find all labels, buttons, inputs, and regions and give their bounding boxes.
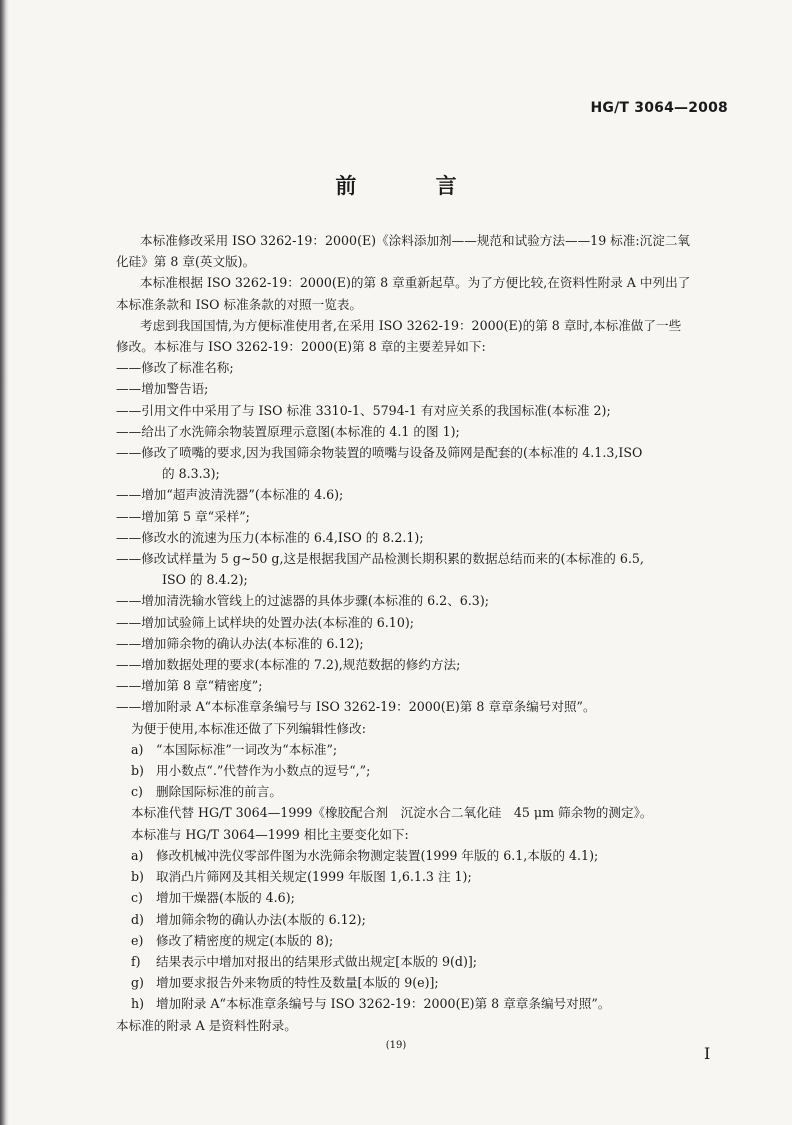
item-text: “本国际标准”一词改为“本标准”; <box>156 741 338 757</box>
list-item: ——增加附录 A“本标准章条编号与 ISO 3262-19：2000(E)第 8 章章条编号对照”。 <box>116 699 596 715</box>
intro-line: 本标准修改采用 ISO 3262-19：2000(E)《涂料添加剂——规范和试验方法——19 标准:沉淀二氧 <box>140 233 691 248</box>
foreword-body <box>116 230 728 1036</box>
item-label: f) <box>131 953 141 969</box>
changes-intro: 本标准与 HG/T 3064—1999 相比主要变化如下: <box>131 826 409 842</box>
list-item-continuation: 的 8.3.3); <box>162 466 220 482</box>
intro-line: 修改。本标准与 ISO 3262-19：2000(E)第 8 章的主要差异如下: <box>116 339 486 355</box>
item-label: a) <box>131 741 144 757</box>
item-text: 结果表示中增加对报出的结果形式做出规定[本版的 9(d)]; <box>156 953 478 969</box>
list-item: ——修改试样量为 5 g~50 g,这是根据我国产品检测长期积累的数据总结而来的(本标准的 6.5, <box>116 551 644 567</box>
annex-note: 本标准的附录 A 是资料性附录。 <box>116 1017 297 1033</box>
list-item: ——增加试验筛上试样块的处置办法(本标准的 6.10); <box>116 614 414 630</box>
item-label: c) <box>131 890 143 906</box>
intro-line: 考虑到我国国情,为方便标准使用者,在采用 ISO 3262-19：2000(E)的第 8 章时,本标准做了一些 <box>140 317 682 333</box>
item-text: 增加要求报告外来物质的特性及数量[本版的 9(e)]; <box>156 975 439 991</box>
item-text: 删除国际标准的前言。 <box>156 784 282 800</box>
differences-list <box>116 357 728 717</box>
list-item <box>116 972 728 993</box>
list-item <box>116 781 728 802</box>
list-item <box>116 909 728 930</box>
list-item <box>116 845 728 866</box>
list-item: ——增加数据处理的要求(本标准的 7.2),规范数据的修约方法; <box>116 657 461 673</box>
item-text: 取消凸片筛网及其相关规定(1999 年版图 1,6.1.3 注 1); <box>156 869 472 885</box>
roman-page-number: I <box>704 1044 711 1063</box>
item-text: 修改了精密度的规定(本版的 8); <box>156 932 334 948</box>
standard-number: HG/T 3064—2008 <box>590 100 728 116</box>
item-label: b) <box>131 869 144 885</box>
list-item: ——增加第 5 章“采样”; <box>116 508 250 524</box>
item-label: b) <box>131 763 144 779</box>
item-label: g) <box>131 975 144 991</box>
item-label: e) <box>131 932 144 948</box>
list-item: ——修改了标准名称; <box>116 360 234 376</box>
replaces-statement: 本标准代替 HG/T 3064—1999《橡胶配合剂 沉淀水合二氧化硅 45 μm 筛余物的测定》。 <box>131 805 653 821</box>
page-title: 前 言 <box>335 174 493 198</box>
list-item: ——增加筛余物的确认办法(本标准的 6.12); <box>116 635 364 651</box>
list-item <box>116 930 728 951</box>
editorial-intro: 为便于使用,本标准还做了下列编辑性修改: <box>131 720 366 736</box>
list-item-continuation: ISO 的 8.4.2); <box>162 572 248 588</box>
list-item <box>116 739 728 760</box>
item-text: 修改机械冲洗仪零部件图为水洗筛余物测定装置(1999 年版的 6.1,本版的 4.1); <box>156 847 599 863</box>
list-item <box>116 993 728 1014</box>
list-item <box>116 951 728 972</box>
list-item: ——增加清洗输水管线上的过滤器的具体步骤(本标准的 6.2、6.3); <box>116 593 489 609</box>
item-label: a) <box>131 847 144 863</box>
list-item: ——增加第 8 章“精密度”; <box>116 678 263 694</box>
item-label: c) <box>131 784 143 800</box>
list-item <box>116 866 728 887</box>
list-item: ——修改了喷嘴的要求,因为我国筛余物装置的喷嘴与设备及筛网是配套的(本标准的 4.1.3,ISO <box>116 445 643 461</box>
item-label: d) <box>131 911 144 927</box>
item-label: h) <box>131 996 145 1012</box>
page-number: (19) <box>385 1040 407 1051</box>
list-item: ——引用文件中采用了与 ISO 标准 3310-1、5794-1 有对应关系的我国标准(本标准 2); <box>116 402 611 418</box>
intro-line: 化硅》第 8 章(英文版)。 <box>116 254 256 270</box>
item-text: 用小数点“.”代替作为小数点的逗号“,”; <box>156 763 371 779</box>
intro-line: 本标准根据 ISO 3262-19：2000(E)的第 8 章重新起草。为了方便比较,在资料性附录 A 中列出了 <box>140 275 691 291</box>
list-item: ——增加警告语; <box>116 381 209 397</box>
list-item: ——增加“超声波清洗器”(本标准的 4.6); <box>116 487 344 503</box>
list-item: ——给出了水洗筛余物装置原理示意图(本标准的 4.1 的图 1); <box>116 423 460 439</box>
list-item <box>116 760 728 781</box>
list-item <box>116 887 728 908</box>
intro-line: 本标准条款和 ISO 标准条款的对照一览表。 <box>116 296 363 312</box>
item-text: 增加附录 A“本标准章条编号与 ISO 3262-19：2000(E)第 8 章章条编号对照”。 <box>156 996 611 1012</box>
list-item: ——修改水的流速为压力(本标准的 6.4,ISO 的 8.2.1); <box>116 529 424 545</box>
item-text: 增加干燥器(本版的 4.6); <box>156 890 295 906</box>
scan-edge-shadow <box>0 0 9 1125</box>
item-text: 增加筛余物的确认办法(本版的 6.12); <box>156 911 366 927</box>
